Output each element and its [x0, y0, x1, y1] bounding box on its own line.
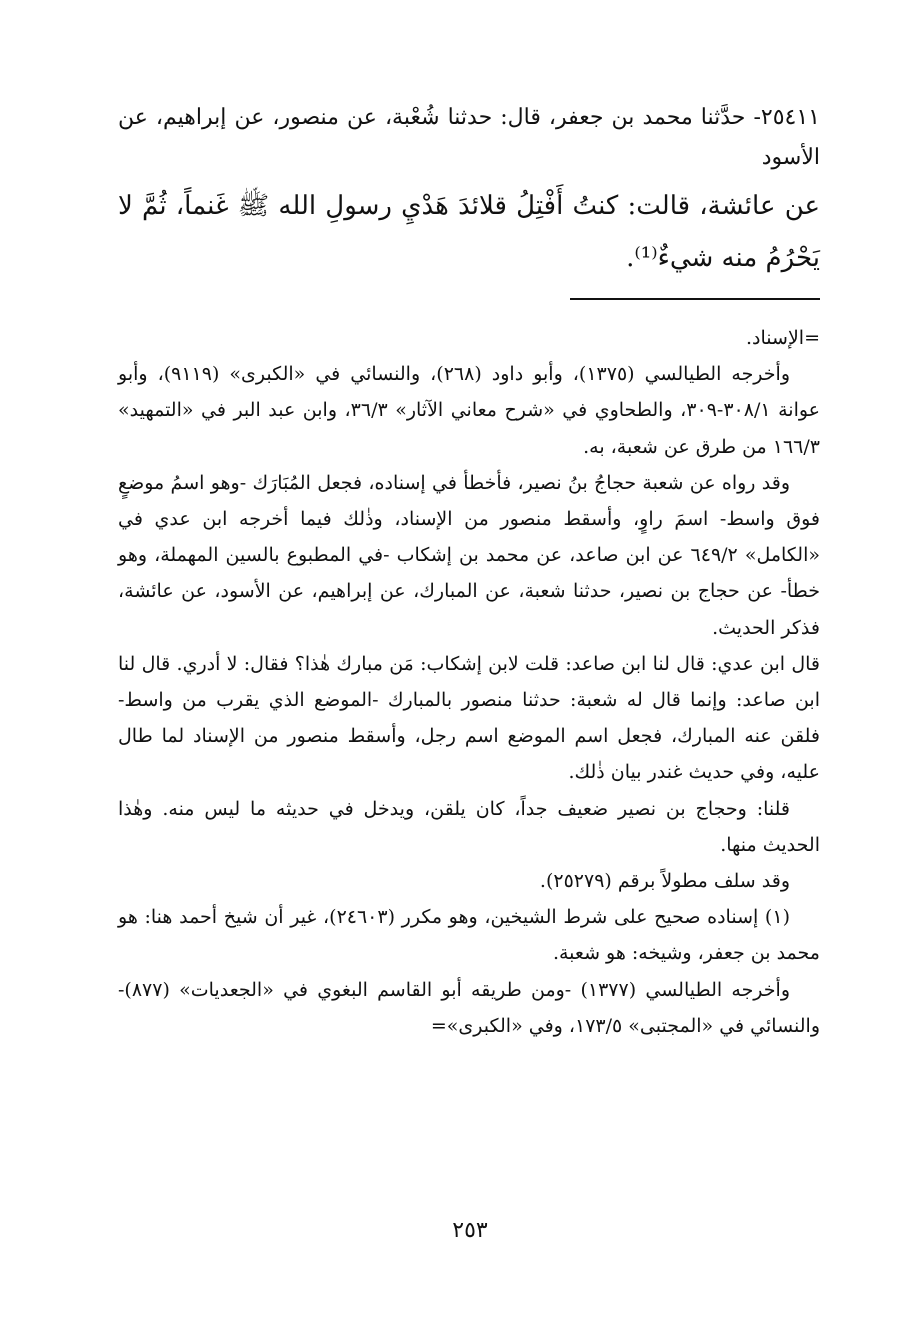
- hadith-isnad: ٢٥٤١١- حدَّثنا محمد بن جعفر، قال: حدثنا شُعْبة، عن منصور، عن إبراهيم، عن الأسود: [118, 105, 820, 170]
- page-body: [118, 98, 820, 1044]
- footnote-paragraph: =الإسناد.: [746, 327, 820, 349]
- footnote-paragraph: وقد سلف مطولاً برقم (٢٥٢٧٩).: [539, 870, 790, 893]
- footnote-paragraph: (١) إسناده صحيح على شرط الشيخين، وهو مكرر (٢٤٦٠٣)، غير أن شيخ أحمد هنا: هو محمد بن جعفر، وشيخه: هو شعبة.: [118, 906, 820, 965]
- footnote-divider: [570, 298, 820, 300]
- footnote-paragraph: قال ابن عدي: قال لنا ابن صاعد: قلت لابن إشكاب: مَن مبارك هٰذا؟ فقال: لا أدري. قال لنا ابن صاعد: وإنما قال له شعبة: حدثنا منصور بالمبارك -الموضع الذي يقرب من واسط- فلقن عنه المبارك، فجعل اسم الموضع اسم رجل، وأسقط منصور من الإسناد لما طال عليه، وفي حديث غندر بيان ذٰلك.: [118, 652, 820, 784]
- footnotes: [118, 320, 820, 1044]
- footnote-paragraph: وأخرجه الطيالسي (١٣٧٧) -ومن طريقه أبو القاسم البغوي في «الجعديات» (٨٧٧)- والنسائي في «المجتبى» ١٧٣/٥، وفي «الكبرى»=: [118, 978, 820, 1037]
- hadith-matn: عن عائشة، قالت: كنتُ أَفْتِلُ قلائدَ هَدْيِ رسولِ الله ﷺ غَنماً، ثُمَّ لا يَحْرُمُ منه شيءٌ⁽¹⁾.: [118, 191, 820, 273]
- page-number: ٢٥٣: [452, 1218, 488, 1243]
- footnote-paragraph: وأخرجه الطيالسي (١٣٧٥)، وأبو داود (٢٦٨)، والنسائي في «الكبرى» (٩١١٩)، وأبو عوانة ٣٠٨/١-٣٠٩، والطحاوي في «شرح معاني الآثار» ٣٦/٣، وابن عبد البر في «التمهيد» ١٦٦/٣ من طرق عن شعبة، به.: [118, 363, 820, 458]
- footnote-paragraph: وقد رواه عن شعبة حجاجُ بنُ نصير، فأخطأ في إسناده، فجعل المُبَارَك -وهو اسمُ موضعٍ فوق واسط- اسمَ راوٍ، وأسقط منصور من الإسناد، وذٰلك فيما أخرجه ابن عدي في «الكامل» ٦٤٩/٢ عن ابن صاعد، عن محمد بن إشكاب -في المطبوع بالسين المهملة، وهو خطأ- عن حجاج بن نصير، حدثنا شعبة، عن المبارك، عن إبراهيم، عن الأسود، عن عائشة، فذكر الحديث.: [118, 471, 821, 639]
- footnote-paragraph: قلنا: وحجاج بن نصير ضعيف جداً، كان يلقن، ويدخل في حديثه ما ليس منه. وهٰذا الحديث منها.: [118, 797, 820, 856]
